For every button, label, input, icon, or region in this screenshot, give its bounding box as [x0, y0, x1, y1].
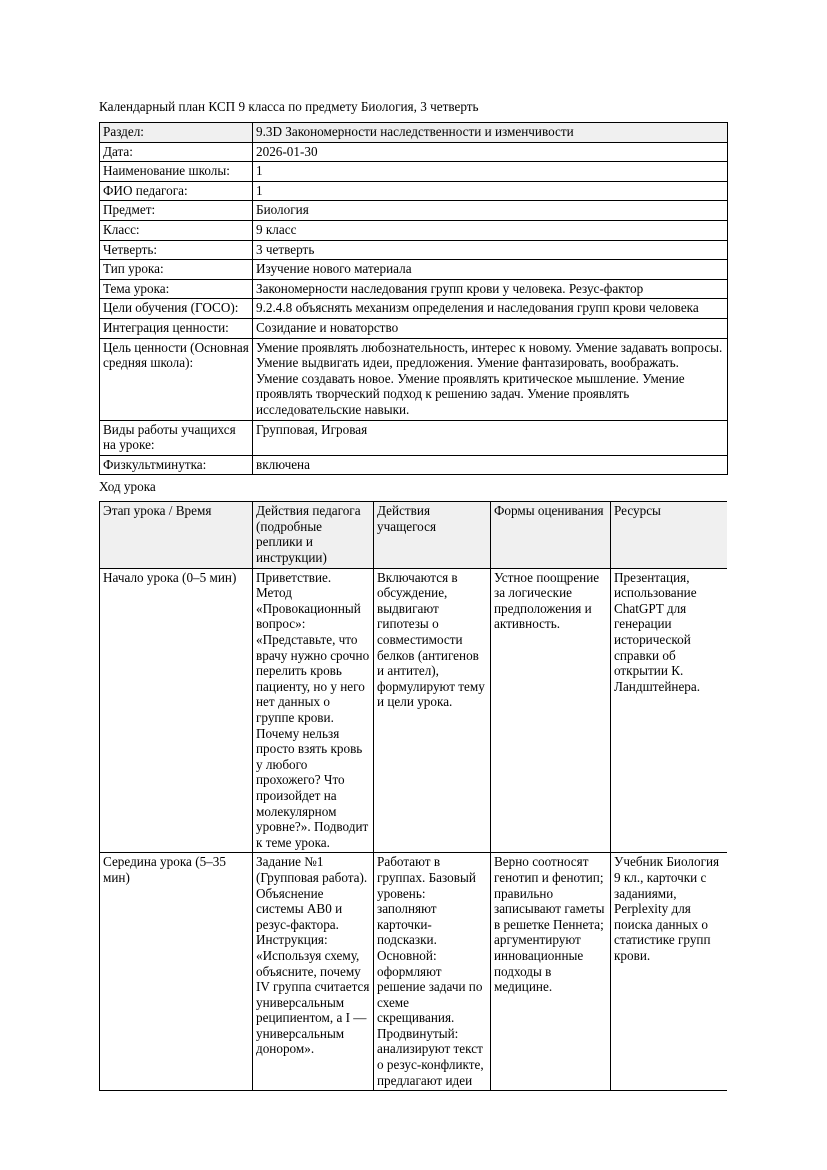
table-row	[100, 123, 728, 143]
table-row	[100, 181, 728, 201]
table-row	[100, 853, 728, 1091]
info-row-value: Групповая, Игровая	[253, 420, 728, 455]
page-title: Календарный план КСП 9 класса по предмету Биология, 3 четверть	[99, 99, 479, 114]
lesson-flow-table	[99, 501, 727, 1091]
table-row	[100, 201, 728, 221]
assessment-cell: Устное поощрение за логические предположения и активность.	[491, 568, 611, 853]
teacher-actions-cell: Задание №1 (Групповая работа). Объяснение системы AB0 и резус-фактора. Инструкция: «Используя схему, объясните, почему IV группа считается универсальным реципиентом, а I — универсальным донором».	[253, 853, 374, 1091]
info-row-key: Виды работы учащихся на уроке:	[100, 420, 253, 455]
info-row-key: Физкультминутка:	[100, 455, 253, 475]
column-header: Этап урока / Время	[100, 502, 253, 568]
info-row-key: ФИО педагога:	[100, 181, 253, 201]
lesson-flow-head	[100, 502, 728, 568]
student-actions-cell: Включаются в обсуждение, выдвигают гипотезы о совместимости белков (антигенов и антител), формулируют тему и цели урока.	[374, 568, 491, 853]
info-row-value: 2026-01-30	[253, 142, 728, 162]
info-row-value: 9 класс	[253, 220, 728, 240]
info-row-value: включена	[253, 455, 728, 475]
lesson-flow-body	[100, 568, 728, 1091]
table-row	[100, 220, 728, 240]
lesson-info-table	[99, 122, 728, 475]
table-row	[100, 338, 728, 420]
table-row	[100, 568, 728, 853]
table-row	[100, 420, 728, 455]
column-header: Действия учащегося	[374, 502, 491, 568]
table-row	[100, 279, 728, 299]
resources-cell: Учебник Биология 9 кл., карточки с заданиями, Perplexity для поиска данных о статистике групп крови.	[611, 853, 728, 1091]
column-header: Формы оценивания	[491, 502, 611, 568]
info-row-value: 1	[253, 162, 728, 182]
info-row-value: Биология	[253, 201, 728, 221]
info-row-key: Предмет:	[100, 201, 253, 221]
column-header: Действия педагога (подробные реплики и инструкции)	[253, 502, 374, 568]
table-row	[100, 162, 728, 182]
student-actions-cell: Работают в группах. Базовый уровень: заполняют карточки-подсказки. Основной: оформляют решение задачи по схеме скрещивания. Продвинутый: анализируют текст о резус-конфликте, предлагают идеи	[374, 853, 491, 1091]
table-row	[100, 240, 728, 260]
info-row-key: Цели обучения (ГОСО):	[100, 299, 253, 319]
table-row	[100, 455, 728, 475]
info-row-key: Раздел:	[100, 123, 253, 143]
info-row-value: 1	[253, 181, 728, 201]
table-row	[100, 260, 728, 280]
teacher-actions-cell: Приветствие. Метод «Провокационный вопрос»: «Представьте, что врачу нужно срочно перелить кровь пациенту, но у него нет данных о группе крови. Почему нельзя просто взять кровь у любого прохожего? Что произойдет на молекулярном уровне?». Подводит к теме урока.	[253, 568, 374, 853]
info-row-key: Наименование школы:	[100, 162, 253, 182]
info-row-value: Умение проявлять любознательность, интерес к новому. Умение задавать вопросы. Умение выдвигать идеи, предложения. Умение фантазировать, воображать. Умение создавать новое. Умение проявлять критическое мышление. Умение проявлять творческий подход к решению задач. Умение проявлять исследовательские навыки.	[253, 338, 728, 420]
info-row-value: Закономерности наследования групп крови у человека. Резус-фактор	[253, 279, 728, 299]
info-row-value: 3 четверть	[253, 240, 728, 260]
table-row	[100, 299, 728, 319]
info-row-value: 9.2.4.8 объяснять механизм определения и наследования групп крови человека	[253, 299, 728, 319]
assessment-cell: Верно соотносят генотип и фенотип; правильно записывают гаметы в решетке Пеннета; аргументируют инновационные подходы в медицине.	[491, 853, 611, 1091]
info-row-key: Класс:	[100, 220, 253, 240]
info-row-value: Созидание и новаторство	[253, 318, 728, 338]
lesson-flow-label: Ход урока	[99, 479, 156, 495]
table-row	[100, 142, 728, 162]
info-row-key: Четверть:	[100, 240, 253, 260]
lesson-info-body	[100, 123, 728, 475]
document-content	[99, 99, 727, 1091]
lesson-flow-wrapper	[99, 501, 727, 1091]
info-row-key: Интеграция ценности:	[100, 318, 253, 338]
table-header-row	[100, 502, 728, 568]
resources-cell: Презентация, использование ChatGPT для генерации исторической справки об открытии К. Ландштейнера.	[611, 568, 728, 853]
info-row-key: Тема урока:	[100, 279, 253, 299]
column-header: Ресурсы	[611, 502, 728, 568]
info-row-key: Тип урока:	[100, 260, 253, 280]
table-row	[100, 318, 728, 338]
info-row-value: 9.3D Закономерности наследственности и изменчивости	[253, 123, 728, 143]
stage-cell: Середина урока (5–35 мин)	[100, 853, 253, 1091]
info-row-key: Цель ценности (Основная средняя школа):	[100, 338, 253, 420]
stage-cell: Начало урока (0–5 мин)	[100, 568, 253, 853]
info-row-value: Изучение нового материала	[253, 260, 728, 280]
info-row-key: Дата:	[100, 142, 253, 162]
